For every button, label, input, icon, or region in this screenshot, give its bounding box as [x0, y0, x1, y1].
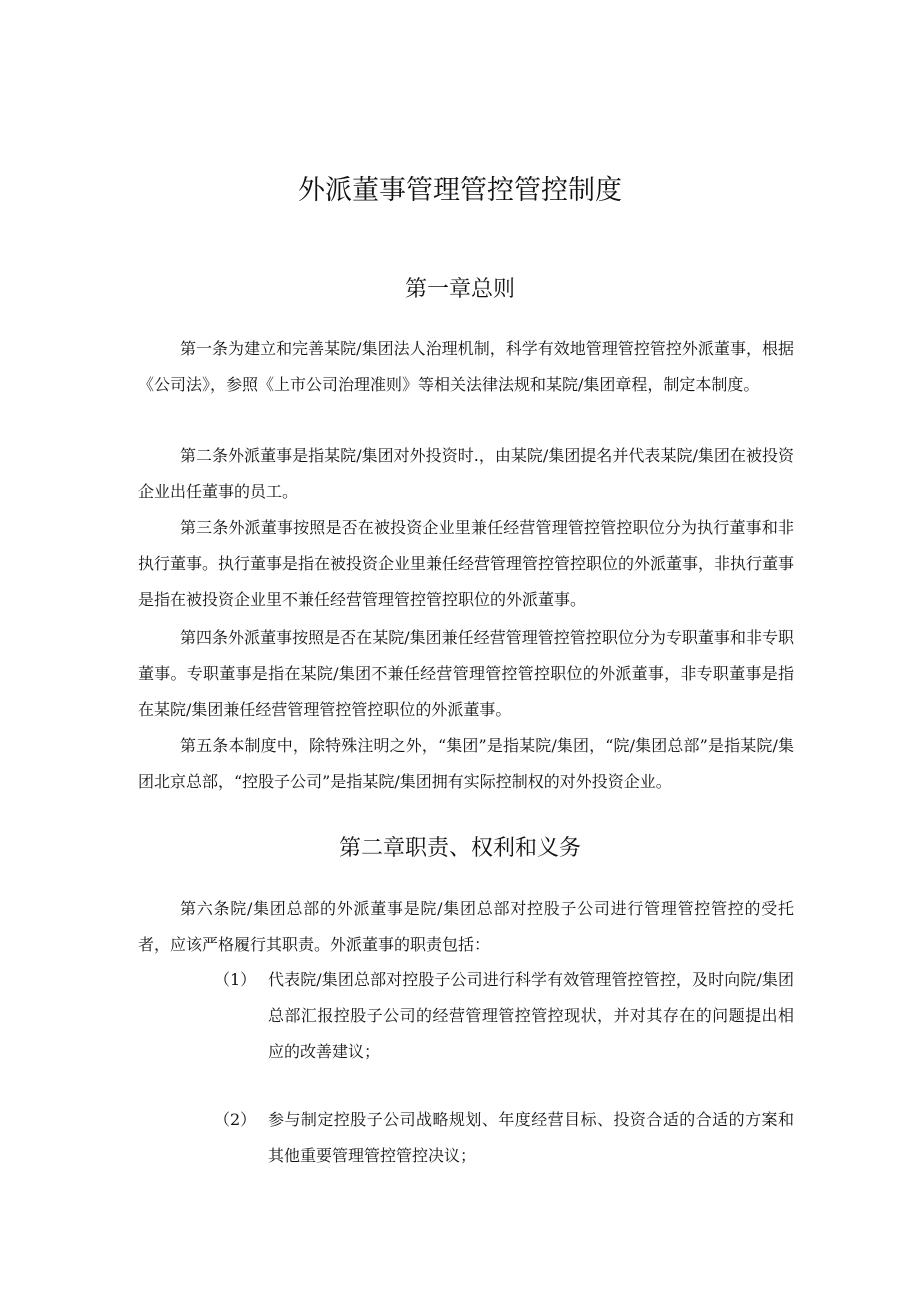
document-title: 外派董事管理管控管控制度	[298, 175, 622, 206]
article-5: 第五条本制度中，除特殊注明之外，“集团”是指某院/集团，“院/集团总部”是指某院/集团北京总部，“控股子公司”是指某院/集团拥有实际控制权的对外投资企业。	[138, 736, 794, 791]
list-item-number: （1）	[214, 970, 257, 989]
article-2: 第二条外派董事是指某院/集团对外投资时.，由某院/集团提名并代表某院/集团在被投资企业出任董事的员工。	[138, 446, 794, 501]
article-6: 第六条院/集团总部的外派董事是院/集团总部对控股子公司进行管理管控管控的受托者，应该严格履行其职责。外派董事的职责包括：	[138, 899, 794, 954]
article-4: 第四条外派董事按照是否在某院/集团兼任经营管理管控管控职位分为专职董事和非专职董事。专职董事是指在某院/集团不兼任经营管理管控管控职位的外派董事，非专职董事是指在某院/集团兼任经营管理管控管控职位的外派董事。	[138, 628, 794, 719]
article-1: 第一条为建立和完善某院/集团法人治理机制，科学有效地管理管控管控外派董事，根据《公司法》，参照《上市公司治理准则》等相关法律法规和某院/集团章程，制定本制度。	[138, 339, 794, 394]
chapter-1-heading: 第一章总则	[404, 277, 515, 302]
list-item-text: 代表院/集团总部对控股子公司进行科学有效管理管控管控，及时向院/集团总部汇报控股子公司的经营管理管控管控现状，并对其存在的问题提出相应的改善建议；	[268, 970, 794, 1061]
chapter-2-heading: 第二章职责、权利和义务	[338, 836, 581, 861]
list-item-number: （2）	[214, 1110, 257, 1129]
list-item-text: 参与制定控股子公司战略规划、年度经营目标、投资合适的合适的方案和其他重要管理管控管控决议；	[268, 1110, 794, 1165]
article-3: 第三条外派董事按照是否在被投资企业里兼任经营管理管控管控职位分为执行董事和非执行董事。执行董事是指在被投资企业里兼任经营管理管控管控职位的外派董事，非执行董事是指在被投资企业里不兼任经营管理管控管控职位的外派董事。	[138, 518, 795, 609]
